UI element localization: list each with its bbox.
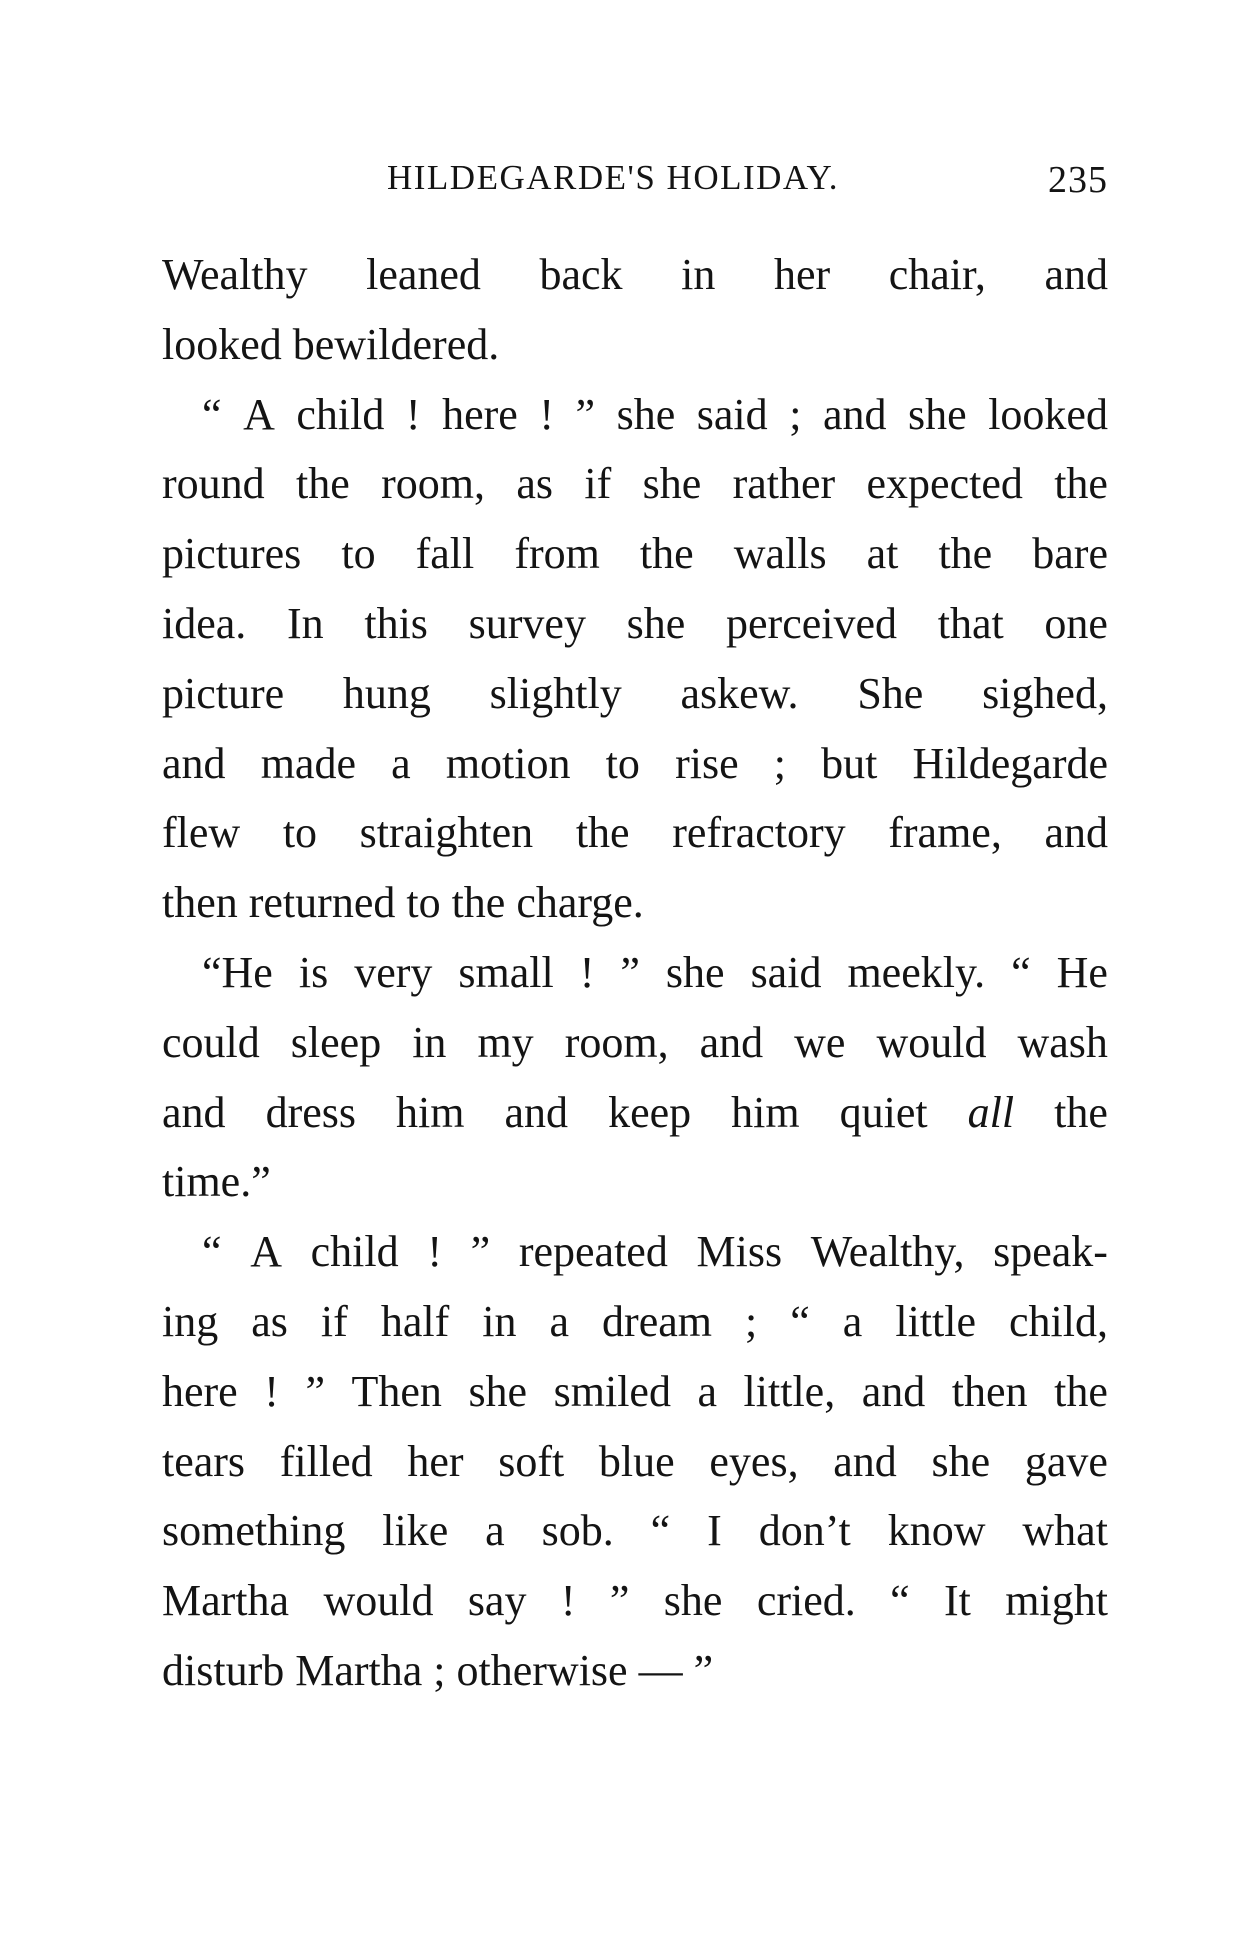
text-line: round the room, as if she rather expected the — [162, 459, 1108, 509]
italic-word: all — [967, 1087, 1015, 1137]
text-line: picture hung slightly askew. She sighed, — [162, 668, 1108, 718]
text-line: and made a motion to rise ; but Hildegarde — [162, 738, 1108, 788]
text-line: pictures to fall from the walls at the bare — [162, 529, 1108, 579]
text-line: here ! ” Then she smiled a little, and then the — [162, 1366, 1108, 1416]
text-line: disturb Martha ; otherwise — ” — [162, 1645, 714, 1695]
text-line: Martha would say ! ” she cried. “ It might — [162, 1576, 1108, 1626]
text-line: and dress him and keep him quiet all the — [162, 1078, 1108, 1148]
text-line: idea. In this survey she perceived that one — [162, 598, 1108, 648]
text-line: flew to straighten the refractory frame, and — [162, 808, 1108, 858]
text-line: tears filled her soft blue eyes, and she gave — [162, 1436, 1108, 1486]
page-number: 235 — [1048, 159, 1108, 201]
text-line: “ A child ! ” repeated Miss Wealthy, speak- — [202, 1227, 1108, 1277]
text-line: “ A child ! here ! ” she said ; and she looked — [202, 389, 1108, 439]
text-line: “He is very small ! ” she said meekly. “ He — [202, 947, 1108, 997]
running-head — [162, 158, 1108, 208]
body-text — [162, 240, 1108, 1706]
text-line: time.” — [162, 1157, 271, 1207]
text-line: could sleep in my room, and we would wash — [162, 1017, 1108, 1067]
text-line: Wealthy leaned back in her chair, and — [162, 250, 1108, 299]
running-title: HILDEGARDE'S HOLIDAY. — [387, 158, 839, 197]
text-line: looked bewildered. — [162, 319, 500, 369]
text-line: ing as if half in a dream ; “ a little child, — [162, 1296, 1108, 1346]
text-line: then returned to the charge. — [162, 878, 644, 928]
text-line: something like a sob. “ I don’t know what — [162, 1506, 1108, 1556]
